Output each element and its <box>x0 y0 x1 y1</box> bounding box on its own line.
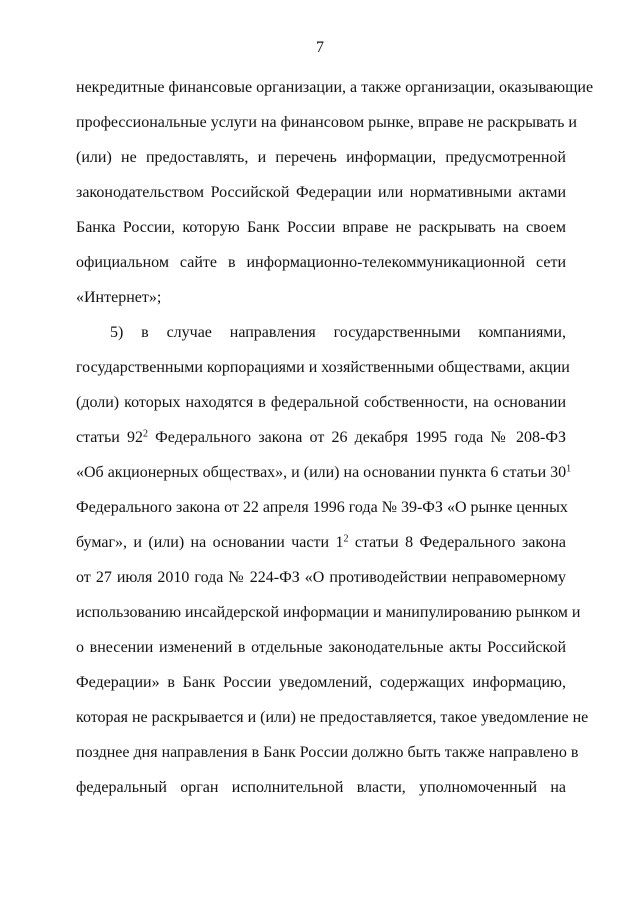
text-segment: бумаг», и (или) на основании части 1 <box>76 534 344 551</box>
text-line: некредитные финансовые организации, а также организации, оказывающие <box>76 79 594 96</box>
text-line: федеральный орган исполнительной власти, уполномоченный на <box>76 779 566 796</box>
superscript: 2 <box>143 428 148 440</box>
text-line: о внесении изменений в отдельные законодательные акты Российской <box>76 639 566 656</box>
text-line: профессиональные услуги на финансовом рынке, вправе не раскрывать и <box>76 114 577 131</box>
text-line-with-superscript <box>76 533 566 553</box>
superscript: 1 <box>566 463 572 475</box>
text-line: использованию инсайдерской информации и манипулированию рынком и <box>76 604 581 621</box>
text-line: которая не раскрывается и (или) не предоставляется, такое уведомление не <box>76 709 589 726</box>
paragraph-start-line: 5) в случае направления государственными компаниями, <box>110 324 566 341</box>
text-segment: «Об акционерных обществах», и (или) на основании пункта 6 статьи 30 <box>76 464 567 481</box>
page-number: 7 <box>316 39 324 56</box>
text-line: «Интернет»; <box>76 289 162 306</box>
text-segment: Федерального закона от 26 декабря 1995 года № 208-ФЗ <box>148 429 567 446</box>
text-line: официальном сайте в информационно-телекоммуникационной сети <box>76 254 566 271</box>
text-line: государственными корпорациями и хозяйственными обществами, акции <box>76 359 570 376</box>
text-segment: статьи 8 Федерального закона <box>348 534 566 551</box>
text-line: Федерального закона от 22 апреля 1996 года № 39-ФЗ «О рынке ценных <box>76 499 568 516</box>
text-line-with-superscript <box>76 428 566 448</box>
text-line: Федерации» в Банк России уведомлений, содержащих информацию, <box>76 674 566 691</box>
text-line-with-superscript <box>76 463 572 483</box>
text-line: (доли) которых находятся в федеральной собственности, на основании <box>76 394 566 411</box>
text-line: (или) не предоставлять, и перечень информации, предусмотренной <box>76 149 566 166</box>
text-line: позднее дня направления в Банк России должно быть также направлено в <box>76 744 579 761</box>
text-line: Банка России, которую Банк России вправе не раскрывать на своем <box>76 219 566 236</box>
text-segment: статьи 92 <box>76 429 143 446</box>
text-line: от 27 июля 2010 года № 224-ФЗ «О противодействии неправомерному <box>76 569 566 586</box>
superscript: 2 <box>343 533 349 545</box>
text-line: законодательством Российской Федерации или нормативными актами <box>76 184 566 201</box>
